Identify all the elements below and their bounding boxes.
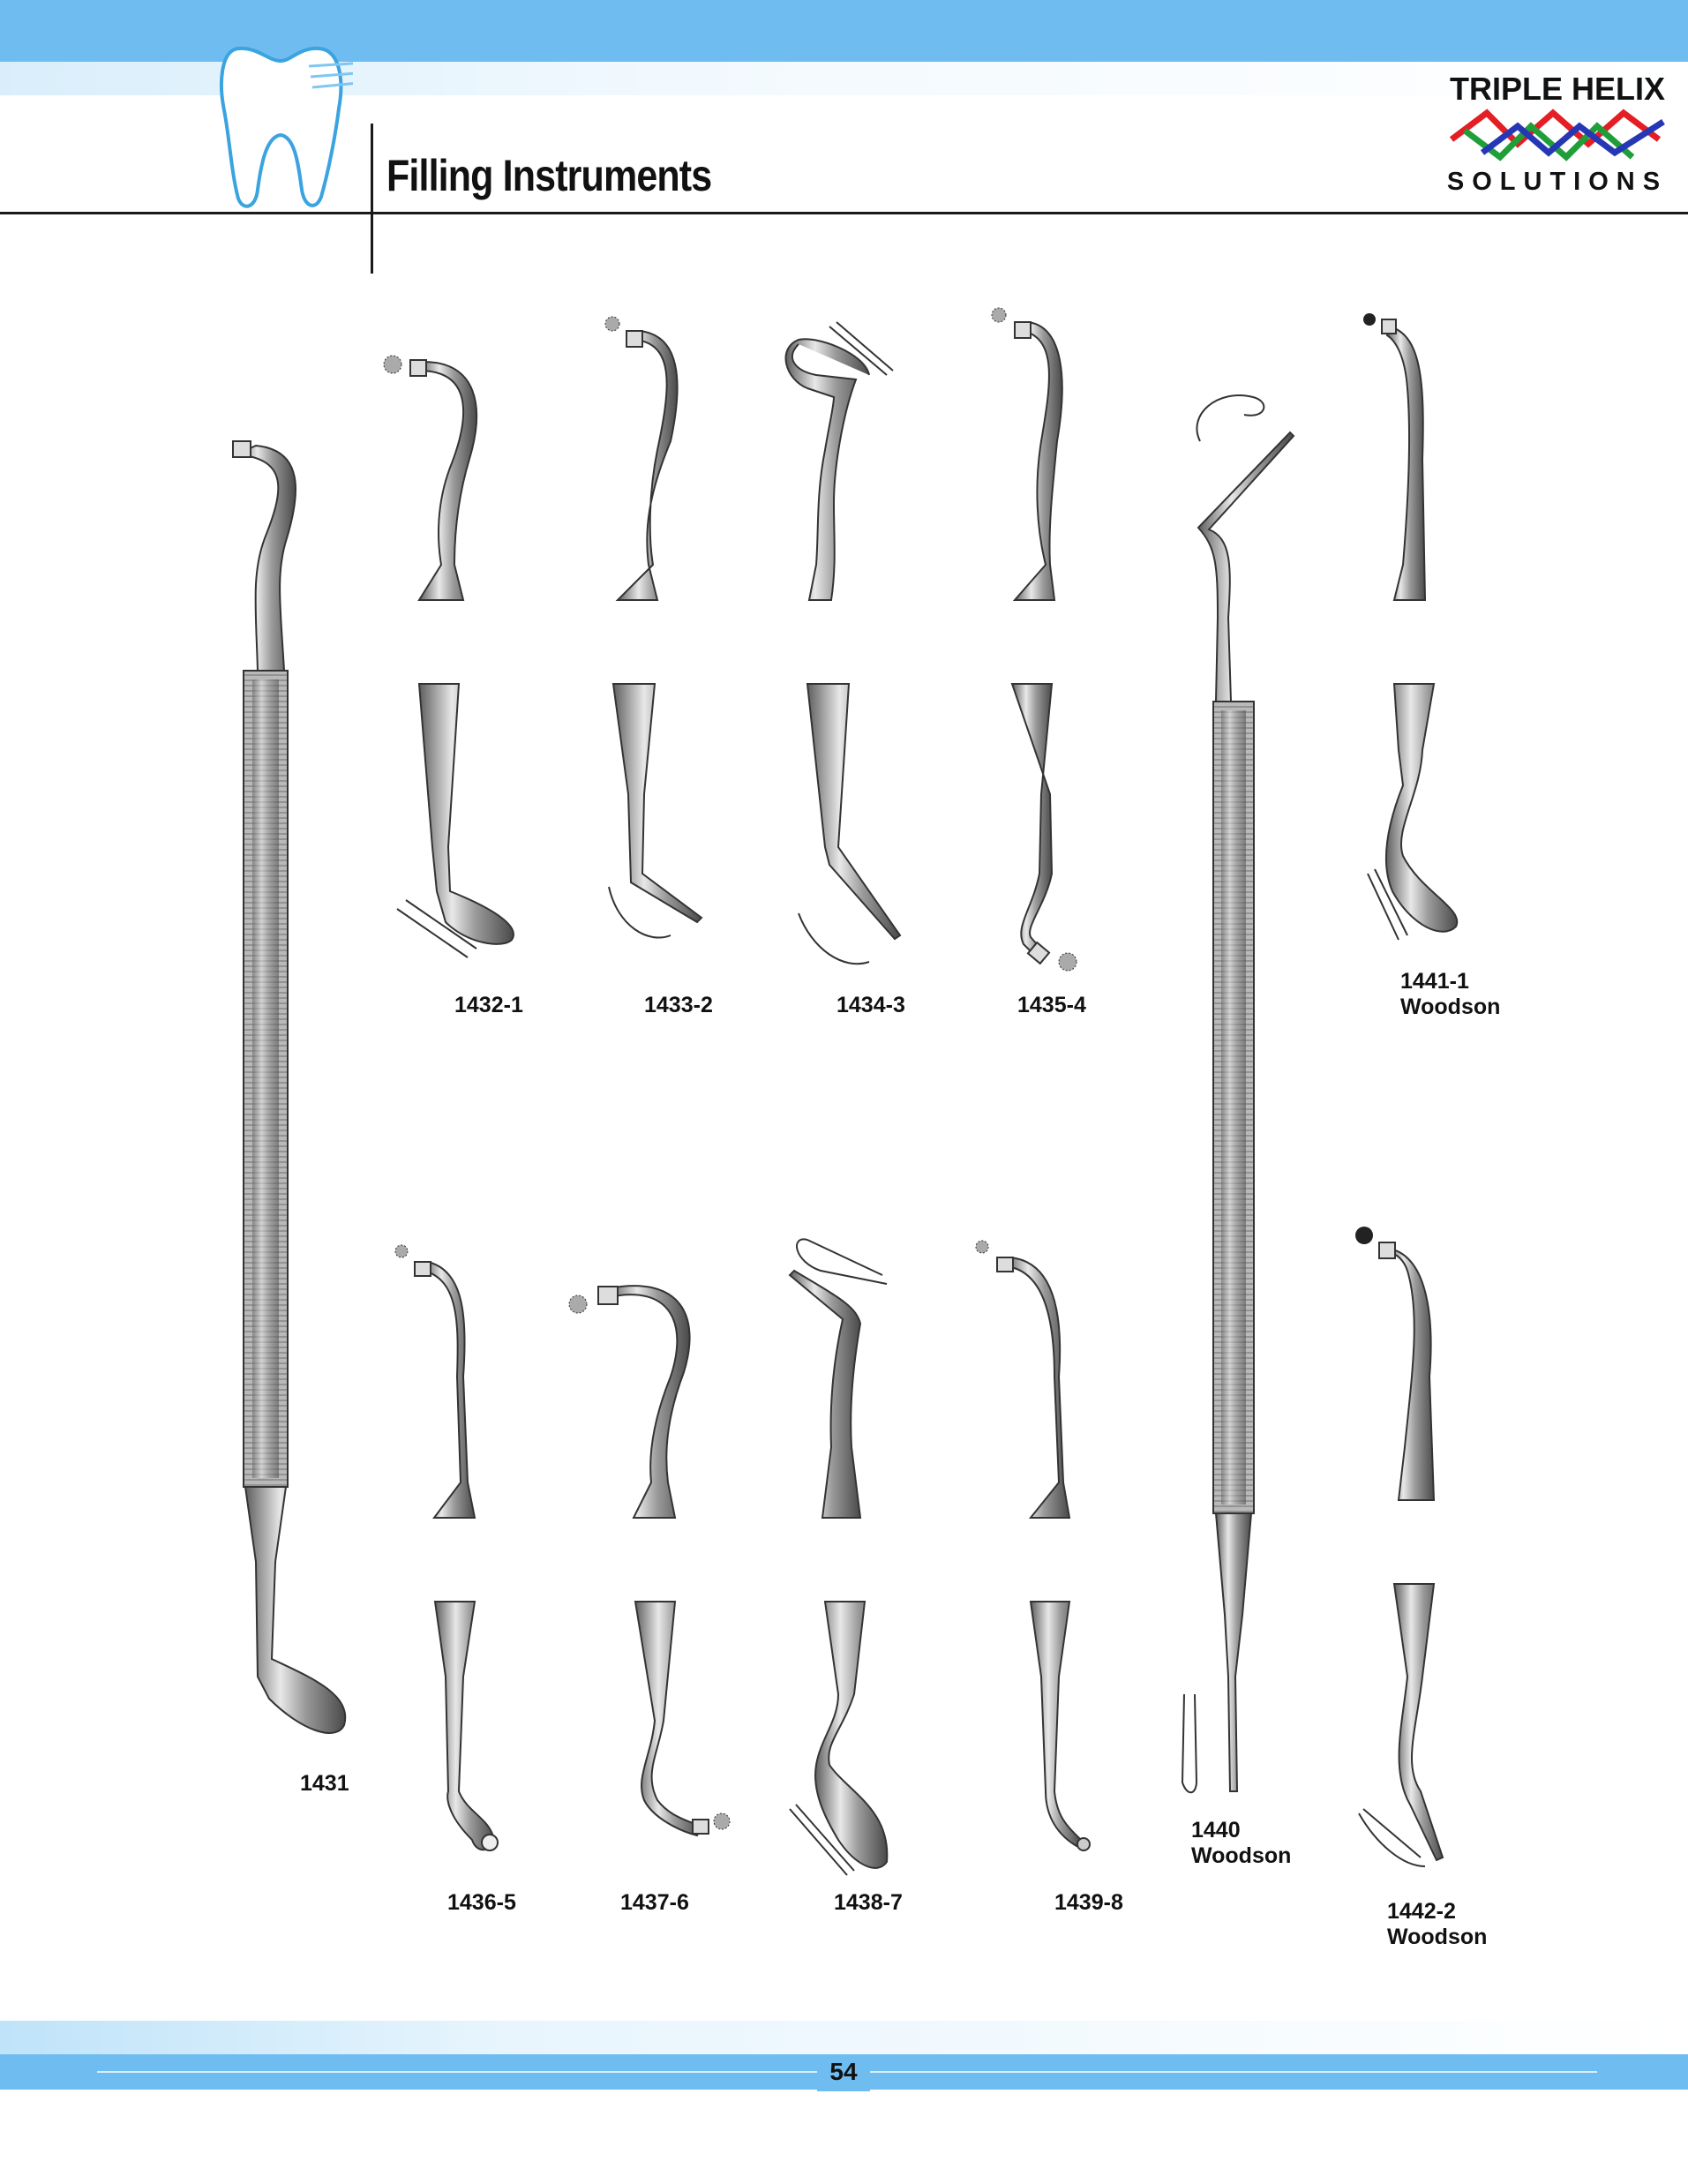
brand-subtitle: SOLUTIONS: [1446, 168, 1669, 196]
instrument-1435-4: [992, 308, 1077, 971]
item-code: 1433-2: [644, 993, 713, 1017]
item-code: 1438-7: [834, 1890, 903, 1915]
item-code: 1439-8: [1054, 1890, 1123, 1915]
instrument-1440: [1182, 395, 1294, 1792]
instrument-1434-3: [786, 322, 900, 964]
item-label: [1054, 1890, 1123, 1916]
item-name: Woodson: [1387, 1925, 1488, 1949]
item-code: 1441-1: [1400, 969, 1469, 994]
item-label: [1191, 1818, 1291, 1869]
instrument-1432-1: [384, 356, 514, 957]
footer-band-light: [0, 2021, 1688, 2054]
page-number: 54: [829, 2058, 858, 2085]
item-name: Woodson: [1400, 994, 1501, 1019]
item-label: [1387, 1899, 1487, 1950]
item-code: 1435-4: [1017, 993, 1086, 1017]
brand-name: TRIPLE HELIX: [1449, 71, 1666, 107]
item-label: [1017, 993, 1086, 1018]
instrument-1439-8: [976, 1241, 1090, 1850]
item-label: [300, 1771, 349, 1797]
item-code: 1434-3: [836, 993, 905, 1017]
item-code: 1431: [300, 1771, 349, 1796]
item-label: [454, 993, 523, 1018]
item-name: Woodson: [1191, 1843, 1292, 1868]
item-code: 1437-6: [620, 1890, 689, 1915]
item-label: [644, 993, 713, 1018]
item-label: [836, 993, 905, 1018]
item-code: 1436-5: [447, 1890, 516, 1915]
item-code: 1442-2: [1387, 1899, 1456, 1924]
item-code: 1432-1: [454, 993, 523, 1017]
instrument-1431: [233, 441, 345, 1733]
instrument-1437-6: [569, 1286, 730, 1835]
item-label: [1400, 969, 1500, 1020]
page-title: Filling Instruments: [386, 151, 712, 200]
instrument-1441-1: [1363, 313, 1457, 940]
instrument-1433-2: [605, 317, 701, 938]
item-label: [834, 1890, 903, 1916]
instrument-1442-2: [1355, 1227, 1443, 1866]
item-label: [447, 1890, 516, 1916]
item-label: [620, 1890, 689, 1916]
item-code: 1440: [1191, 1818, 1241, 1843]
instrument-1438-7: [790, 1239, 887, 1875]
instrument-1436-5: [395, 1245, 498, 1850]
